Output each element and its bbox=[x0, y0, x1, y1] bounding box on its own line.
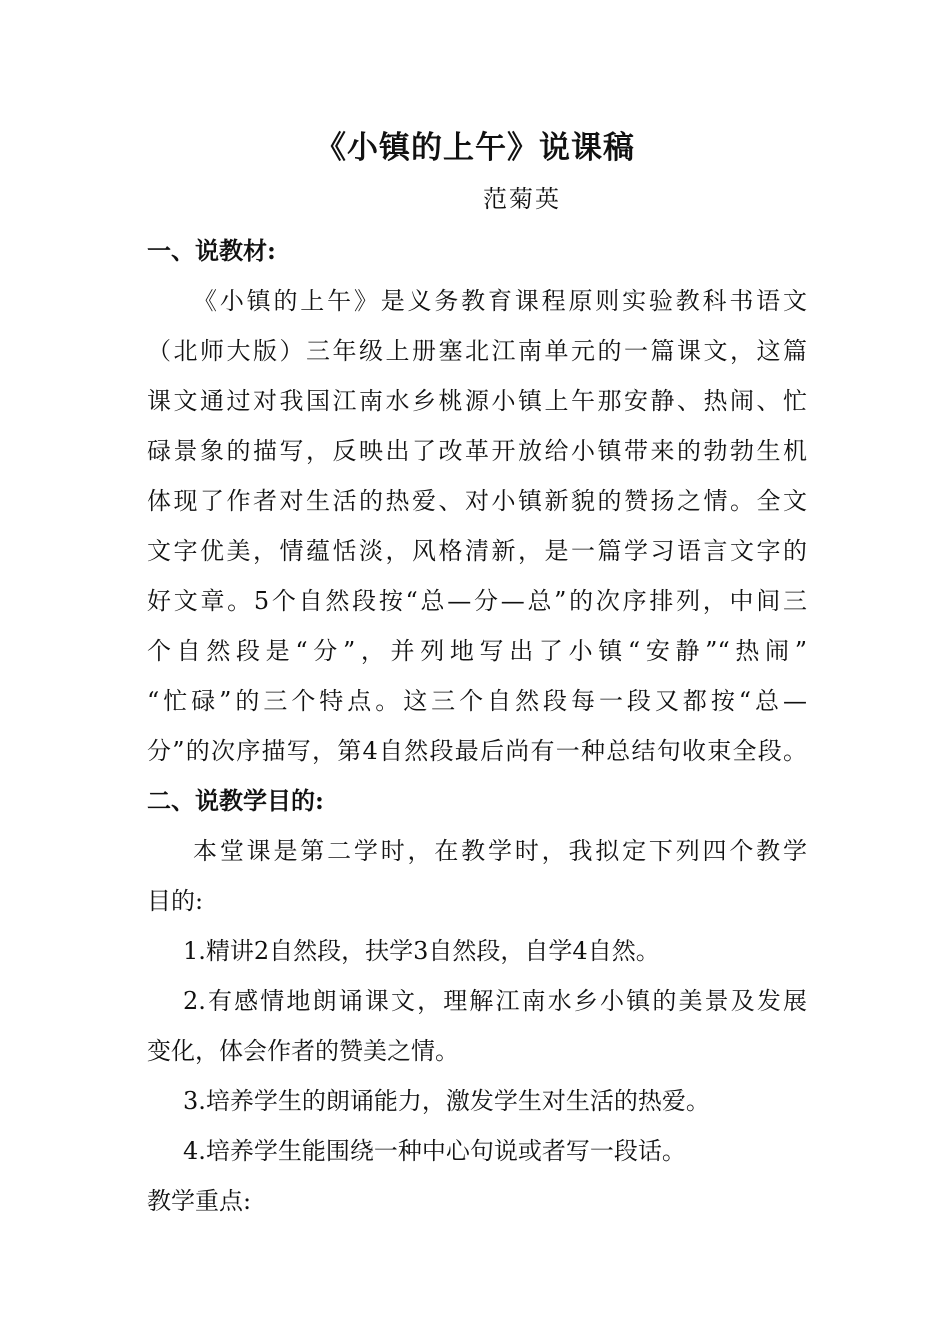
goal-item: 2.有感情地朗诵课文，理解江南水乡小镇的美景及发展 bbox=[183, 987, 807, 1015]
paragraph-line: 课文通过对我国江南水乡桃源小镇上午那安静、热闹、忙 bbox=[147, 387, 807, 415]
paragraph-line: 分”的次序描写，第4自然段最后尚有一种总结句收束全段。 bbox=[147, 737, 807, 765]
goal-item: 3.培养学生的朗诵能力，激发学生对生活的热爱。 bbox=[183, 1087, 710, 1115]
paragraph-line: （北师大版）三年级上册塞北江南单元的一篇课文，这篇 bbox=[147, 337, 807, 365]
key-points-label: 教学重点: bbox=[147, 1187, 252, 1215]
document-title: 《小镇的上午》说课稿 bbox=[315, 130, 635, 166]
section-heading-teaching-material: 一、说教材: bbox=[147, 236, 276, 265]
paragraph-line: 体现了作者对生活的热爱、对小镇新貌的赞扬之情。全文 bbox=[147, 487, 807, 515]
author-name: 范菊英 bbox=[483, 185, 561, 213]
paragraph-line: 本堂课是第二学时，在教学时，我拟定下列四个教学 bbox=[193, 837, 807, 865]
paragraph-line: 文字优美，情蕴恬淡，风格清新，是一篇学习语言文字的 bbox=[147, 537, 807, 565]
goal-item: 1.精讲2自然段，扶学3自然段，自学4自然。 bbox=[183, 937, 660, 965]
paragraph-line: 《小镇的上午》是义务教育课程原则实验教科书语文 bbox=[193, 287, 807, 315]
paragraph-line: “忙碌”的三个特点。这三个自然段每一段又都按“总— bbox=[147, 687, 807, 715]
section-heading-teaching-goals: 二、说教学目的: bbox=[147, 786, 324, 815]
paragraph-line: 好文章。5个自然段按“总—分—总”的次序排列，中间三 bbox=[147, 587, 807, 615]
paragraph-line: 碌景象的描写，反映出了改革开放给小镇带来的勃勃生机 bbox=[147, 437, 807, 465]
paragraph-line: 目的: bbox=[147, 887, 204, 915]
goal-item: 4.培养学生能围绕一种中心句说或者写一段话。 bbox=[183, 1137, 686, 1165]
goal-item-continuation: 变化，体会作者的赞美之情。 bbox=[147, 1037, 459, 1065]
paragraph-line: 个自然段是“分”，并列地写出了小镇“安静”“热闹” bbox=[147, 637, 807, 665]
